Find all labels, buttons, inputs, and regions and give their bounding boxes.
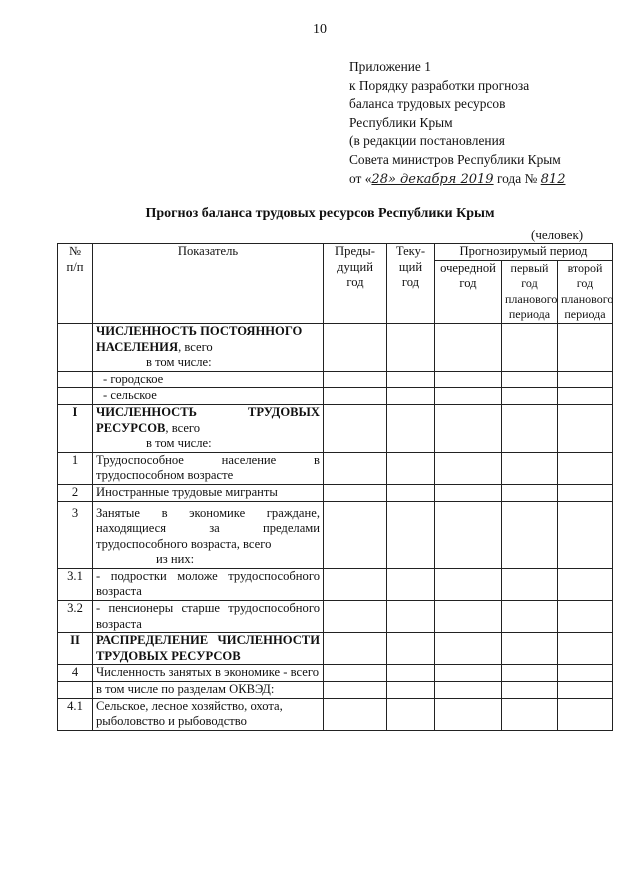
row-indicator: Сельское, лесное хозяйство, охота, рыболовство и рыбоводство (93, 698, 324, 730)
table-row (58, 601, 613, 633)
row-num: 4.1 (58, 698, 93, 730)
row-title: ЧИСЛЕННОСТЬ ПОСТОЯННОГО НАСЕЛЕНИЯ (96, 323, 303, 354)
table-row (58, 665, 613, 682)
row-indicator: - сельское (93, 388, 324, 405)
handwritten-number: 812 (540, 171, 566, 187)
row-num: I (58, 404, 93, 452)
table-row (58, 323, 613, 371)
row-num: 4 (58, 665, 93, 682)
row-indicator (93, 404, 324, 452)
row-total: , всего (165, 420, 201, 435)
table-row (58, 404, 613, 452)
appendix-line: Совета министров Республики Крым (349, 151, 561, 167)
row-incl: в том числе: (146, 436, 212, 451)
row-indicator: - пенсионеры старше трудоспособного возраста (93, 601, 324, 633)
appendix-line: к Порядку разработки прогноза (349, 77, 530, 93)
row-indicator: РАСПРЕДЕЛЕНИЕ ЧИСЛЕННОСТИ ТРУДОВЫХ РЕСУРСОВ (93, 633, 324, 665)
header-forecast-period: Прогнозирумый период (435, 244, 613, 261)
row-incl: из них: (156, 552, 195, 567)
row-incl: в том числе: (146, 355, 212, 370)
row-num: 1 (58, 452, 93, 484)
row-indicator: - подростки моложе трудоспособного возраста (93, 568, 324, 600)
table-row (58, 501, 613, 568)
header-plan-year-1: первый год планового периода (502, 260, 558, 323)
row-num: 2 (58, 484, 93, 501)
row-indicator: - городское (93, 371, 324, 388)
row-text: Занятые в экономике граждане, находящиеся за пределами трудоспособного возраста, всего (96, 505, 320, 551)
table-row (58, 371, 613, 388)
row-num: 3.2 (58, 601, 93, 633)
row-num: 3.1 (58, 568, 93, 600)
table-row (58, 633, 613, 665)
row-indicator: Численность занятых в экономике - всего (93, 665, 324, 682)
row-num (58, 323, 93, 371)
handwritten-month-year: » декабря 2019 (387, 171, 494, 187)
header-indicator: Показатель (93, 244, 324, 324)
table-row (58, 698, 613, 730)
row-indicator (93, 501, 324, 568)
table-header-row (58, 244, 613, 261)
appendix-block (349, 58, 565, 189)
appendix-line: Республики Крым (349, 114, 453, 130)
row-total: , всего (178, 339, 213, 354)
table-row (58, 484, 613, 501)
row-num: 3 (58, 501, 93, 568)
table-row (58, 568, 613, 600)
header-num: № п/п (58, 244, 93, 324)
row-indicator (93, 323, 324, 371)
table-row (58, 388, 613, 405)
header-prev-year: Преды- дущий год (324, 244, 387, 324)
year-suffix: года № (493, 170, 538, 186)
header-current-year: Теку- щий год (387, 244, 435, 324)
handwritten-day: 28 (371, 171, 388, 187)
document-title: Прогноз баланса трудовых ресурсов Республики Крым (145, 206, 495, 221)
header-next-year: очередной год (435, 260, 502, 323)
page-number: 10 (313, 22, 327, 37)
row-indicator: Трудоспособное население в трудоспособном возрасте (93, 452, 324, 484)
row-indicator: в том числе по разделам ОКВЭД: (93, 682, 324, 699)
date-prefix: от « (349, 170, 372, 186)
appendix-line: (в редакции постановления (349, 133, 505, 149)
table-row (58, 682, 613, 699)
row-indicator: Иностранные трудовые мигранты (93, 484, 324, 501)
table-row (58, 452, 613, 484)
appendix-line: баланса трудовых ресурсов (349, 96, 506, 112)
header-plan-year-2: второй год планового периода (558, 260, 613, 323)
appendix-line: Приложение 1 (349, 59, 431, 74)
forecast-table (57, 243, 613, 731)
row-title: ЧИСЛЕННОСТЬ ТРУДОВЫХ РЕСУРСОВ (96, 404, 320, 435)
units-label: (человек) (531, 227, 584, 242)
row-num: II (58, 633, 93, 665)
appendix-date-line (349, 170, 565, 190)
